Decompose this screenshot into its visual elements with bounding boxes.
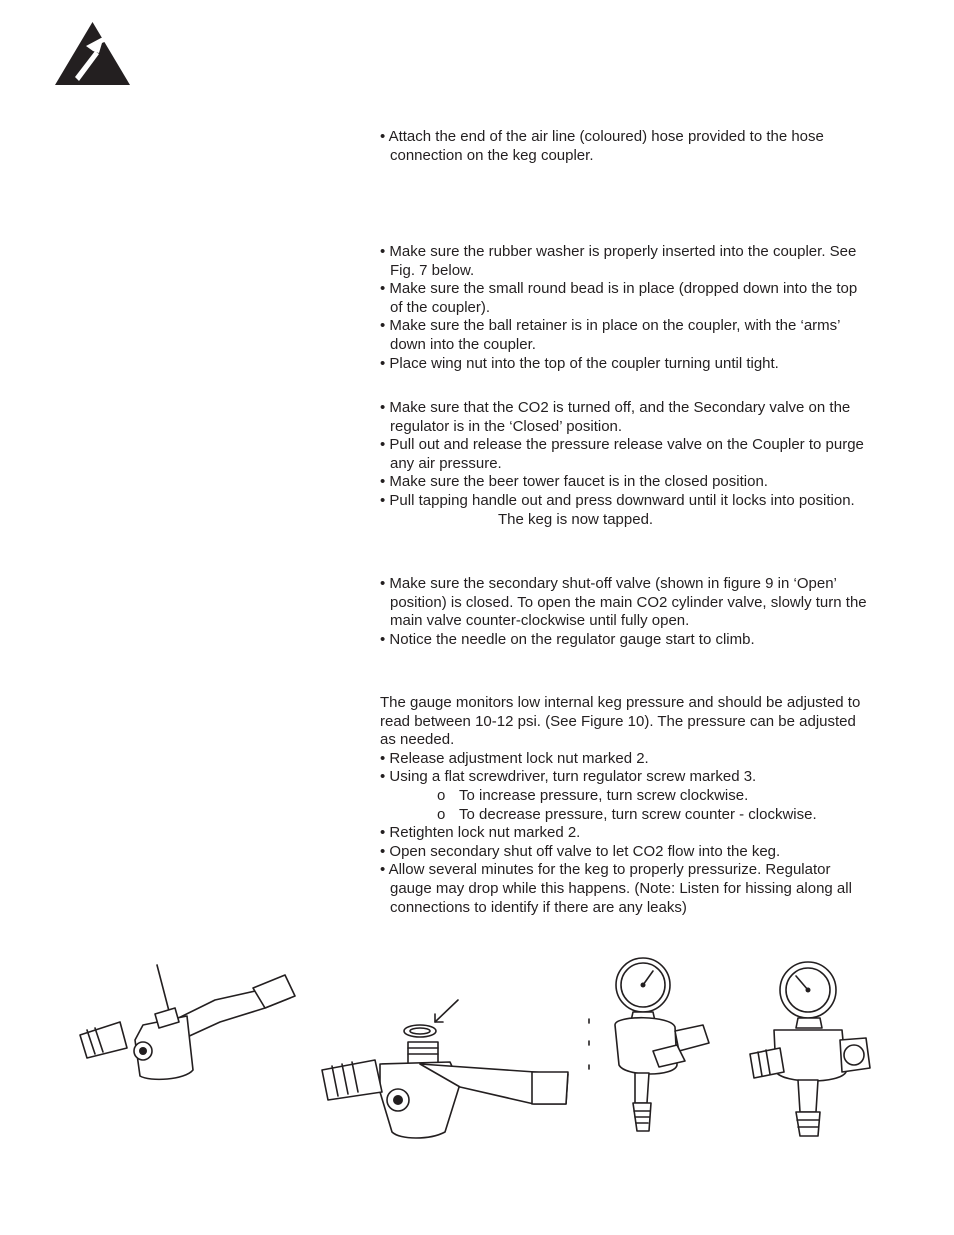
- co2-valve-instructions: [380, 575, 900, 649]
- bullet-continuation: connection on the keg coupler.: [390, 146, 594, 164]
- bullet-continuation: of the coupler).: [390, 298, 491, 316]
- bullet-line: • Using a flat screwdriver, turn regulator screw marked 3.: [380, 768, 757, 786]
- coupler-assembly-instructions: [380, 243, 900, 373]
- intro-line: as needed.: [380, 731, 455, 749]
- bullet-line: • Allow several minutes for the keg to properly pressurize. Regulator: [380, 861, 831, 879]
- bullet-continuation: down into the coupler.: [390, 335, 536, 353]
- bullet-line: • Place wing nut into the top of the coupler turning until tight.: [380, 354, 779, 372]
- coupler-rubber-washer-illustration: [320, 992, 575, 1142]
- bullet-line: • Pull tapping handle out and press downward until it locks into position.: [380, 491, 855, 509]
- bullet-continuation: any air pressure.: [390, 454, 502, 472]
- coupler-hose-instructions: [380, 128, 900, 165]
- bullet-line: • Attach the end of the air line (coloured) hose provided to the hose: [380, 128, 824, 145]
- pressure-adjustment-instructions: [380, 694, 900, 917]
- sub-bullet: [380, 787, 900, 806]
- bullet-line: • Make sure the beer tower faucet is in the closed position.: [380, 473, 768, 491]
- sub-bullet-marker: o: [437, 786, 446, 804]
- hammer-warning-triangle-icon: [55, 22, 130, 85]
- co2-regulator-front-illustration: [740, 960, 880, 1140]
- bullet-line: • Release adjustment lock nut marked 2.: [380, 749, 649, 767]
- bullet-continuation: gauge may drop while this happens. (Note: Listen for hissing along all: [390, 879, 852, 897]
- keg-tapped-note: The keg is now tapped.: [498, 510, 654, 528]
- bullet-continuation: connections to identify if there are any leaks): [390, 898, 687, 916]
- sub-bullet-marker: o: [437, 805, 446, 823]
- co2-regulator-side-illustration: [585, 955, 715, 1135]
- keg-coupler-illustration: [75, 960, 305, 1090]
- keg-tapping-instructions: [380, 399, 900, 529]
- bullet-line: • Pull out and release the pressure release valve on the Coupler to purge: [380, 436, 864, 454]
- bullet-line: • Open secondary shut off valve to let CO2 flow into the keg.: [380, 842, 781, 860]
- bullet-line: • Make sure the ball retainer is in place on the coupler, with the ‘arms’: [380, 317, 841, 335]
- sub-bullet: [380, 806, 900, 825]
- intro-line: read between 10-12 psi. (See Figure 10). The pressure can be adjusted: [380, 712, 856, 730]
- bullet-continuation: position) is closed. To open the main CO2 cylinder valve, slowly turn the: [390, 593, 867, 611]
- bullet-line: • Make sure the small round bead is in place (dropped down into the top: [380, 280, 858, 298]
- bullet-line: • Notice the needle on the regulator gauge start to climb.: [380, 630, 755, 648]
- bullet-line: • Make sure the rubber washer is properly inserted into the coupler. See: [380, 243, 857, 260]
- sub-bullet-text: To decrease pressure, turn screw counter - clockwise.: [459, 805, 817, 823]
- bullet-continuation: main valve counter-clockwise until fully open.: [390, 612, 690, 630]
- bullet-line: • Make sure the secondary shut-off valve (shown in figure 9 in ‘Open’: [380, 575, 837, 592]
- bullet-line: • Make sure that the CO2 is turned off, and the Secondary valve on the: [380, 399, 851, 416]
- bullet-continuation: regulator is in the ‘Closed’ position.: [390, 417, 623, 435]
- bullet-line: • Retighten lock nut marked 2.: [380, 824, 581, 842]
- sub-bullet-text: To increase pressure, turn screw clockwise.: [459, 786, 749, 804]
- intro-line: The gauge monitors low internal keg pressure and should be adjusted to: [380, 694, 861, 711]
- bullet-continuation: Fig. 7 below.: [390, 261, 475, 279]
